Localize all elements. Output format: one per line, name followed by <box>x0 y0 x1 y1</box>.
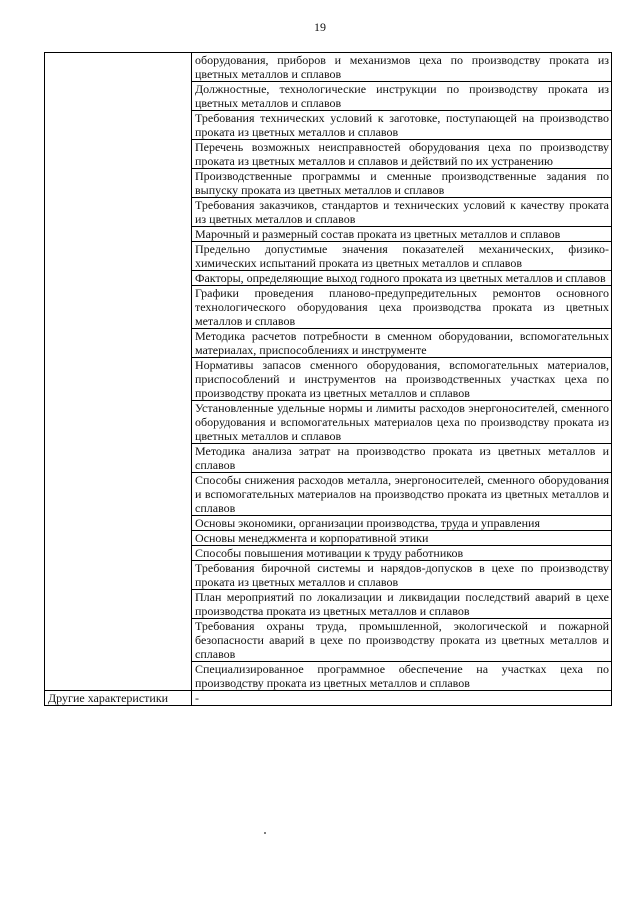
knowledge-cell: Марочный и размерный состав проката из цветных металлов и сплавов <box>192 227 612 242</box>
knowledge-cell: Графики проведения планово-предупредительных ремонтов основного технологического оборудования цеха производства проката из цветных металлов и сплавов <box>192 286 612 329</box>
page-number: 19 <box>314 20 326 34</box>
knowledge-cell: Предельно допустимые значения показателей механических, физико-химических испытаний проката из цветных металлов и сплавов <box>192 242 612 271</box>
knowledge-cell: Методика анализа затрат на производство проката из цветных металлов и сплавов <box>192 444 612 473</box>
table-row <box>45 53 612 82</box>
knowledge-cell: Основы менеджмента и корпоративной этики <box>192 531 612 546</box>
knowledge-cell: Требования бирочной системы и нарядов-допусков в цехе по производству проката из цветных металлов и сплавов <box>192 561 612 590</box>
knowledge-cell: Нормативы запасов сменного оборудования, вспомогательных материалов, приспособлений и инструментов на производственных участках цеха по производству проката из цветных металлов и сплавов <box>192 358 612 401</box>
other-characteristics-label: Другие характеристики <box>45 691 192 706</box>
knowledge-cell: Способы повышения мотивации к труду работников <box>192 546 612 561</box>
knowledge-cell: Факторы, определяющие выход годного проката из цветных металлов и сплавов <box>192 271 612 286</box>
knowledge-cell: Методика расчетов потребности в сменном оборудовании, вспомогательных материалах, приспособлениях и инструменте <box>192 329 612 358</box>
category-cell-empty <box>45 53 192 691</box>
knowledge-cell: Установленные удельные нормы и лимиты расходов энергоносителей, сменного оборудования и вспомогательных материалов цеха по производству проката из цветных металлов и сплавов <box>192 401 612 444</box>
scan-speck <box>264 832 266 834</box>
knowledge-cell: оборудования, приборов и механизмов цеха по производству проката из цветных металлов и сплавов <box>192 53 612 82</box>
knowledge-cell: Требования технических условий к заготовке, поступающей на производство проката из цветных металлов и сплавов <box>192 111 612 140</box>
knowledge-cell: Производственные программы и сменные производственные задания по выпуску проката из цветных металлов и сплавов <box>192 169 612 198</box>
knowledge-cell: Должностные, технологические инструкции по производству проката из цветных металлов и сплавов <box>192 82 612 111</box>
knowledge-cell: Способы снижения расходов металла, энергоносителей, сменного оборудования и вспомогательных материалов на производство проката из цветных металлов и сплавов <box>192 473 612 516</box>
knowledge-cell: Требования заказчиков, стандартов и технических условий к качеству проката из цветных металлов и сплавов <box>192 198 612 227</box>
knowledge-cell: Перечень возможных неисправностей оборудования цеха по производству проката из цветных металлов и сплавов и действий по их устранению <box>192 140 612 169</box>
other-characteristics-row <box>45 691 612 706</box>
other-characteristics-value: - <box>192 691 612 706</box>
knowledge-cell: Основы экономики, организации производства, труда и управления <box>192 516 612 531</box>
knowledge-cell: План мероприятий по локализации и ликвидации последствий аварий в цехе производства проката из цветных металлов и сплавов <box>192 590 612 619</box>
knowledge-cell: Требования охраны труда, промышленной, экологической и пожарной безопасности аварий в цехе по производству проката из цветных металлов и сплавов <box>192 619 612 662</box>
requirements-table <box>44 52 612 706</box>
knowledge-cell: Специализированное программное обеспечение на участках цеха по производству проката из цветных металлов и сплавов <box>192 662 612 691</box>
